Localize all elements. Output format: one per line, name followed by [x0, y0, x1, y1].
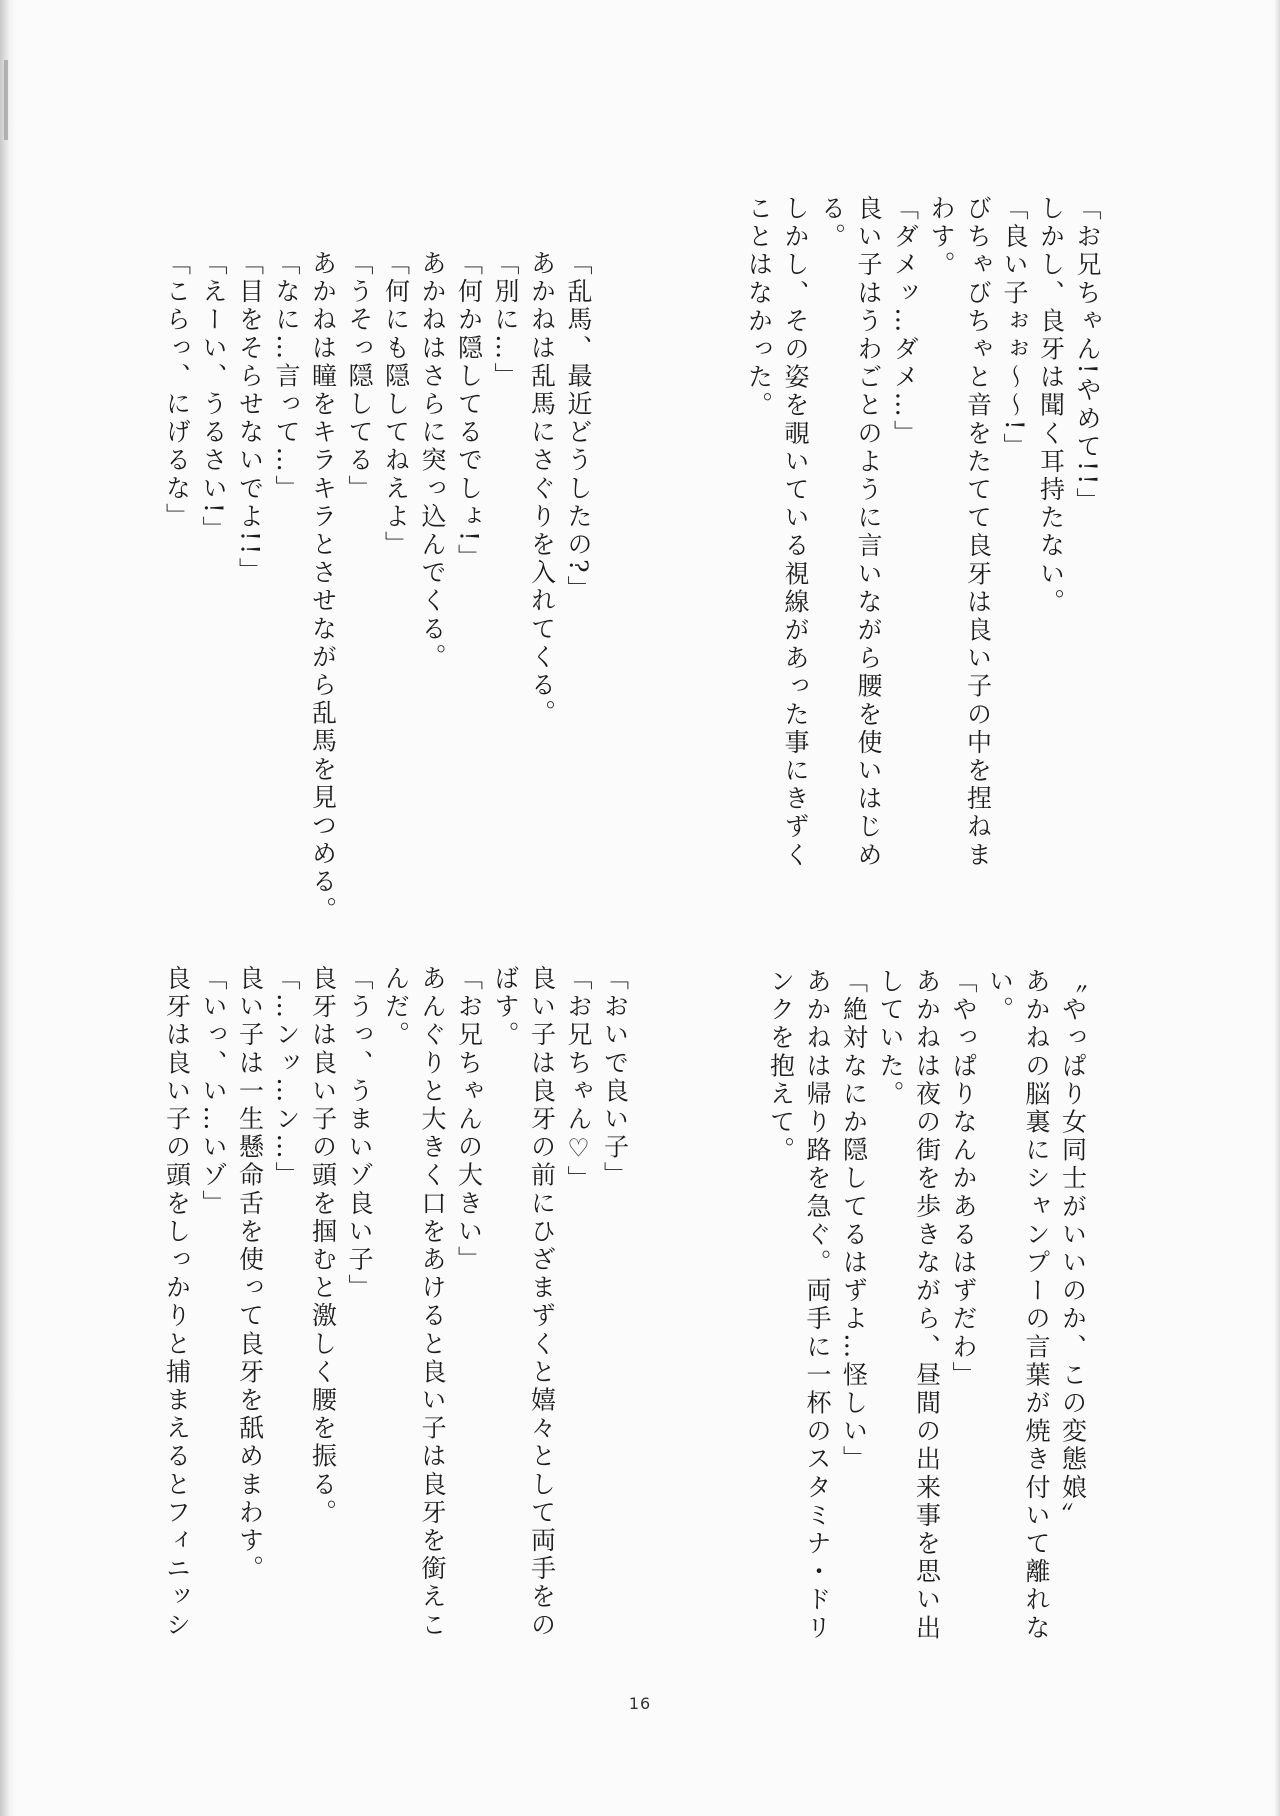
text-line: 「なに…言って…」 — [272, 250, 301, 503]
text-line: 良い子は良牙の前にひざまずくと嬉々として両手をの — [527, 965, 557, 1640]
text-line: あかねの脳裏にシャンプーの言葉が焼き付いて離れな — [1022, 968, 1051, 1643]
text-line: 〝やっぱり女同士がいいのか、この変態娘〟 — [1058, 968, 1088, 1530]
text-line: あかねは乱馬にさぐりを入れてくる。 — [527, 250, 557, 728]
page-right-edge — [1274, 0, 1280, 1816]
scan-edge-mark — [4, 60, 8, 140]
text-line: 「うそっ隠してる」 — [345, 250, 374, 503]
text-line: あかねは帰り路を急ぐ。両手に一杯のスタミナ・ドリ — [803, 968, 832, 1643]
text-line: しかし、その姿を覗いている視線があった事にきずく — [781, 195, 810, 870]
text-block-top-left — [158, 250, 596, 925]
text-line: 「何にも隠してねえよ」 — [381, 250, 411, 560]
text-line: ばす。 — [491, 965, 520, 1050]
text-line: い。 — [985, 968, 1015, 1025]
text-line: わす。 — [927, 195, 956, 280]
text-line: 「お兄ちゃん!やめて!!」 — [1073, 195, 1102, 516]
text-line: 「絶対なにか隠してるはずよ…怪しい」 — [839, 968, 869, 1474]
text-line: あかねは夜の街を歩きながら、昼間の出来事を思い出 — [912, 968, 942, 1643]
text-line: しかし、良牙は聞く耳持たない。 — [1036, 195, 1066, 617]
text-line: 「うっ、うまいゾ良い子」 — [345, 965, 374, 1303]
text-line: 「こらっ、にげるな」 — [162, 250, 192, 531]
text-line: ンクを抱えて。 — [766, 968, 796, 1165]
text-block-bottom-left — [158, 965, 633, 1700]
text-line: ことはなかった。 — [744, 195, 774, 420]
text-line: 「やっぱりなんかあるはずだわ」 — [949, 968, 978, 1390]
text-line: 「いっ、い…いゾ」 — [199, 965, 228, 1218]
text-line: 「ダメッ…ダメ…」 — [890, 195, 920, 448]
text-line: あんぐりと大きく口をあけると良い子は良牙を銜えこ — [418, 965, 447, 1640]
text-line: 「おいで良い子」 — [600, 965, 630, 1190]
page-binding-shadow — [0, 0, 16, 1816]
text-line: 良牙は良い子の頭を掴むと激しく腰を振る。 — [308, 965, 338, 1527]
text-line: あかねは瞳をキラキラとさせながら乱馬を見つめる。 — [308, 250, 338, 925]
text-block-top-right — [740, 195, 1105, 915]
text-line: 「何か隠してるでしょ!」 — [454, 250, 484, 573]
text-line: 「えーい、うるさい!」 — [199, 250, 228, 545]
text-line: 「乱馬、最近どうしたの?」 — [564, 250, 593, 604]
text-line: 良い子はうわごとのように言いながら腰を使いはじめ — [854, 195, 883, 870]
text-line: 「…ンッ…ン…」 — [272, 965, 301, 1190]
text-line: びちゃびちゃと音をたてて良牙は良い子の中を捏ねま — [963, 195, 993, 870]
page-number: 16 — [628, 1694, 652, 1713]
text-line: んだ。 — [381, 965, 411, 1050]
text-line: あかねはさらに突っ込んでくる。 — [418, 250, 447, 672]
text-line: 良い子は一生懸命舌を使って良牙を舐めまわす。 — [235, 965, 265, 1584]
text-line: 良牙は良い子の頭をしっかりと捕まえるとフィニッシ — [162, 965, 192, 1640]
text-line: 「お兄ちゃんの大きい」 — [454, 965, 484, 1275]
text-line: 「お兄ちゃん♡」 — [564, 965, 593, 1194]
text-line: 「目をそらせないでよ!!」 — [235, 250, 265, 586]
text-line: 「良い子ぉぉ〜〜!」 — [1000, 195, 1029, 462]
text-block-bottom-right — [762, 968, 1091, 1698]
text-line: 「別に…」 — [491, 250, 520, 391]
text-line: る。 — [817, 195, 847, 252]
text-line: していた。 — [876, 968, 905, 1109]
